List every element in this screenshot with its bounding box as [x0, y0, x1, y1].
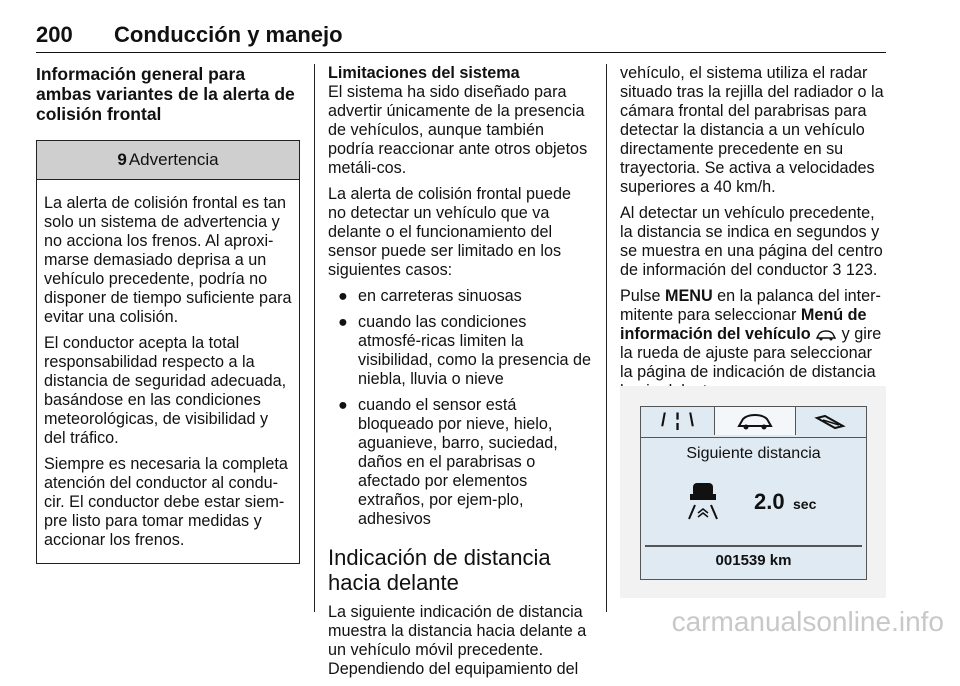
- car-icon: [715, 407, 795, 435]
- driver-info-display: [640, 406, 867, 580]
- warning-box: [36, 140, 300, 564]
- list-item: [328, 313, 592, 389]
- paragraph-text: y gire la rueda de ajuste para seleccionar la página de indicación de distancia: [620, 325, 882, 381]
- display-tab-bar: [641, 407, 866, 438]
- body-paragraph: La siguiente indicación de distancia muestra la distancia hacia delante a un vehículo móvil precedente. Dependiendo del equipamiento del: [328, 603, 587, 678]
- display-divider: [645, 545, 862, 547]
- chapter-title: Conducción y manejo: [114, 22, 343, 47]
- menu-button-label: MENU: [665, 287, 713, 305]
- warning-paragraph: El conductor acepta la total responsabilidad respecto a la distancia de seguridad adecuada, basándose en las condiciones meteorológicas, de visibilidad y del tráfico.: [44, 334, 287, 447]
- list-item: [328, 396, 592, 529]
- warning-header: [37, 141, 299, 180]
- limits-list: [328, 287, 592, 529]
- distance-unit: sec: [793, 496, 817, 512]
- page-header: [36, 18, 886, 53]
- page-ref-arrow-icon: 3: [832, 261, 842, 279]
- car-menu-icon: [815, 329, 837, 341]
- selected-tab: [714, 407, 796, 435]
- body-paragraph: El sistema ha sido diseñado para advertir únicamente de la presencia de vehículos, aunque también podría reaccionar ante otros objetos metáli-cos.: [328, 83, 588, 177]
- list-item-text: cuando el sensor está bloqueado por nieve, hielo, aguanieve, barro, suciedad, daños en el parabrisas o afectado por elementos extraños, por ejem-plo, adhesivos: [358, 396, 558, 528]
- body-paragraph: [620, 204, 886, 280]
- column-3: [620, 64, 886, 408]
- warning-paragraph: La alerta de colisión frontal es tan solo un sistema de advertencia y no acciona los frenos. Al aproxi-marse demasiado deprisa a un vehículo precedente, podría no disponer de tiempo suficiente para evitar una colisión.: [44, 194, 292, 326]
- distance-value: 2.0: [754, 489, 785, 514]
- bullet-icon: ●: [338, 287, 348, 305]
- lane-icon: / ¦ \: [661, 410, 697, 430]
- warning-body: [37, 180, 299, 563]
- odometer-reading: 001539 km: [715, 552, 792, 569]
- paragraph-text: Al detectar un vehículo precedente, la distancia se indica en segundos y se muestra en una página del centro de información del conductor: [620, 204, 883, 279]
- page-ref-link[interactable]: 123.: [845, 261, 878, 279]
- list-item: [328, 287, 592, 306]
- list-item-text: cuando las condiciones atmosfé-ricas limiten la visibilidad, como la presencia de niebla, lluvia o nieve: [358, 313, 592, 388]
- body-paragraph: vehículo, el sistema utiliza el radar situado tras la rejilla del radiador o la cámara frontal del parabrisas para detectar la distancia a un vehículo directamente precedente en su trayectoria. Se activa a velocidades superiores a 40 km/h.: [620, 64, 884, 196]
- warning-icon: 9: [117, 150, 127, 169]
- paragraph-text: en la palanca del inter-mitente para seleccionar: [620, 287, 881, 324]
- bullet-icon: ●: [338, 396, 348, 414]
- distance-display-figure: [620, 386, 886, 598]
- bullet-icon: ●: [338, 313, 348, 331]
- section-subhead: Información general para ambas variantes de la alerta de colisión frontal: [36, 64, 295, 124]
- column-2: [328, 64, 592, 686]
- limits-heading: Limitaciones del sistema: [328, 64, 520, 82]
- vehicle-ahead-icon: [681, 479, 725, 523]
- display-title: Siguiente distancia: [686, 445, 821, 462]
- page-number: 200: [36, 22, 73, 47]
- warning-paragraph: Siempre es necesaria la completa atención del conductor al condu-cir. El conductor debe estar siem-pre listo para tomar medidas y accionar los frenos.: [44, 455, 288, 549]
- section-heading: Indicación de distancia hacia delante: [328, 545, 551, 595]
- lane-assist-icon: [813, 412, 847, 432]
- column-1: [36, 64, 300, 564]
- column-divider: [314, 64, 315, 612]
- warning-title: Advertencia: [128, 150, 219, 169]
- list-item-text: en carreteras sinuosas: [358, 287, 522, 305]
- menu-name: Menú de información del vehículo: [620, 306, 867, 343]
- body-paragraph: La alerta de colisión frontal puede no detectar un vehículo que va delante o el funcionamiento del sensor puede ser limitado en los siguientes casos:: [328, 185, 571, 279]
- column-divider: [606, 64, 607, 612]
- watermark: carmanualsonline.info: [671, 606, 944, 637]
- paragraph-text: Pulse: [620, 287, 665, 305]
- body-paragraph: [620, 287, 886, 401]
